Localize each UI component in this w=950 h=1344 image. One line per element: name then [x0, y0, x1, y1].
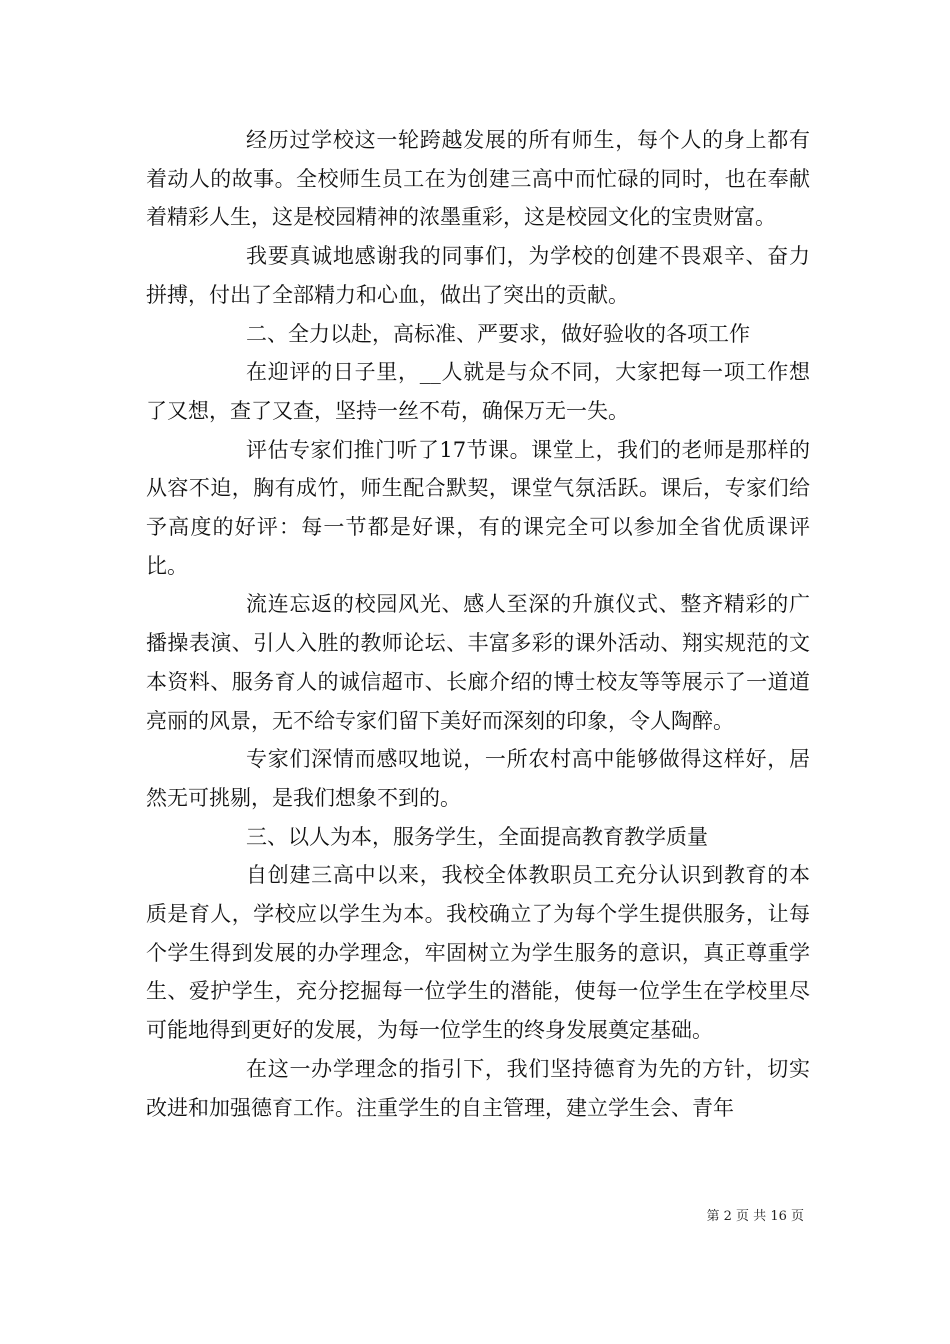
paragraph-1: 经历过学校这一轮跨越发展的所有师生，每个人的身上都有着动人的故事。全校师生员工在为创建三高中而忙碌的同时，也在奉献着精彩人生，这是校园精神的浓墨重彩，这是校园文化的宝贵财富。: [146, 128, 810, 230]
paragraph-7: 自创建三高中以来，我校全体教职员工充分认识到教育的本质是育人，学校应以学生为本。我校确立了为每个学生提供服务，让每个学生得到发展的办学理念，牢固树立为学生服务的意识，真正尊重学生、爱护学生，充分挖掘每一位学生的潜能，使每一位学生在学校里尽可能地得到更好的发展，为每一位学生的终身发展奠定基础。: [146, 863, 810, 1043]
paragraph-6: 专家们深情而感叹地说，一所农村高中能够做得这样好，居然无可挑剔，是我们想象不到的。: [146, 747, 810, 810]
paragraph-3: 在迎评的日子里，__人就是与众不同，大家把每一项工作想了又想，查了又查，坚持一丝不苟，确保万无一失。: [146, 360, 810, 423]
paragraph-8: 在这一办学理念的指引下，我们坚持德育为先的方针，切实改进和加强德育工作。注重学生的自主管理，建立学生会、青年: [146, 1056, 810, 1120]
paragraph-4: 评估专家们推门听了17节课。课堂上，我们的老师是那样的从容不迫，胸有成竹，师生配合默契，课堂气氛活跃。课后，专家们给予高度的好评：每一节都是好课，有的课完全可以参加全省优质课评比。: [146, 437, 810, 578]
page-number-footer: 第 2 页 共 16 页: [706, 1209, 804, 1224]
section-heading-3: 三、以人为本，服务学生，全面提高教育教学质量: [246, 824, 708, 849]
paragraph-5: 流连忘返的校园风光、感人至深的升旗仪式、整齐精彩的广播操表演、引人入胜的教师论坛、丰富多彩的课外活动、翔实规范的文本资料、服务育人的诚信超市、长廊介绍的博士校友等等展示了一道道亮丽的风景，无不给专家们留下美好而深刻的印象，令人陶醉。: [146, 592, 810, 733]
document-body: [146, 121, 810, 1127]
section-heading-2: 二、全力以赴，高标准、严要求，做好验收的各项工作: [246, 321, 750, 346]
paragraph-2: 我要真诚地感谢我的同事们，为学校的创建不畏艰辛、奋力拼搏，付出了全部精力和心血，做出了突出的贡献。: [146, 244, 810, 307]
